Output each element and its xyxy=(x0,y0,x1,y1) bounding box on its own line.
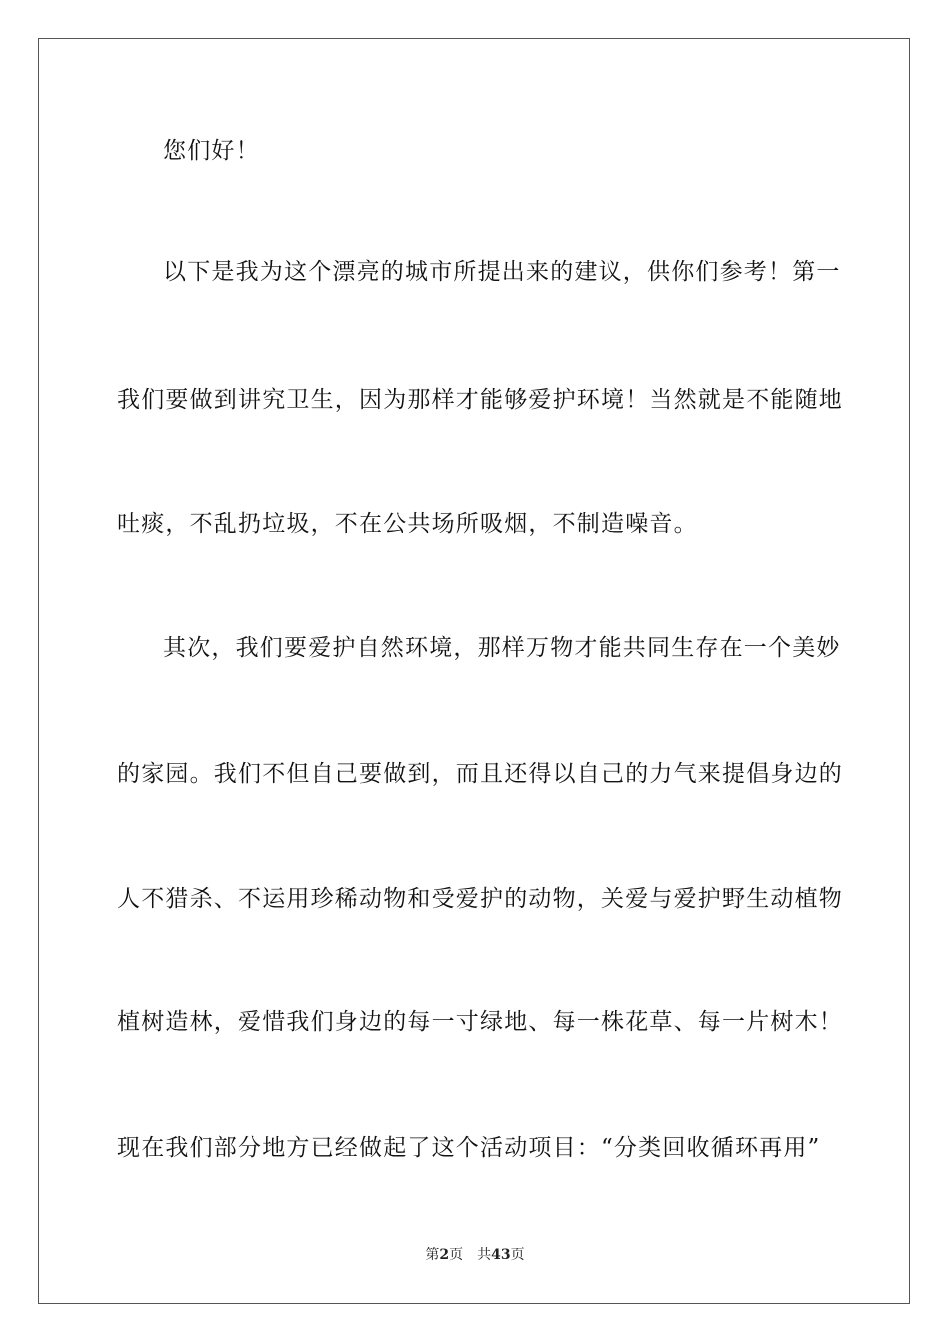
paragraph-line-7: 植树造林，爱惜我们身边的每一寸绿地、每一株花草、每一片树木！ xyxy=(117,1009,843,1035)
paragraph-line-8: 现在我们部分地方已经做起了这个活动项目：“分类回收循环再用” xyxy=(117,1135,821,1161)
page-prefix: 第 xyxy=(425,1247,440,1263)
paragraph-line-6: 人不猎杀、不运用珍稀动物和受爱护的动物，关爱与爱护野生动植物 xyxy=(117,886,843,912)
paragraph-line-1: 以下是我为这个漂亮的城市所提出来的建议，供你们参考！第一 xyxy=(163,259,841,285)
page-footer xyxy=(0,1246,950,1264)
total-pages: 43 xyxy=(491,1247,511,1263)
paragraph-line-2: 我们要做到讲究卫生，因为那样才能够爱护环境！当然就是不能随地 xyxy=(117,387,843,413)
page-frame xyxy=(38,38,910,1304)
paragraph-line-5: 的家园。我们不但自己要做到，而且还得以自己的力气来提倡身边的 xyxy=(117,761,843,787)
total-prefix: 共 xyxy=(477,1247,492,1263)
greeting-line: 您们好！ xyxy=(163,138,260,164)
page-number: 2 xyxy=(439,1247,450,1263)
paragraph-line-4: 其次，我们要爱护自然环境，那样万物才能共同生存在一个美妙 xyxy=(163,635,841,661)
paragraph-line-3: 吐痰，不乱扔垃圾，不在公共场所吸烟，不制造噪音。 xyxy=(117,511,698,537)
total-suffix: 页 xyxy=(510,1247,525,1263)
page-suffix: 页 xyxy=(449,1247,464,1263)
